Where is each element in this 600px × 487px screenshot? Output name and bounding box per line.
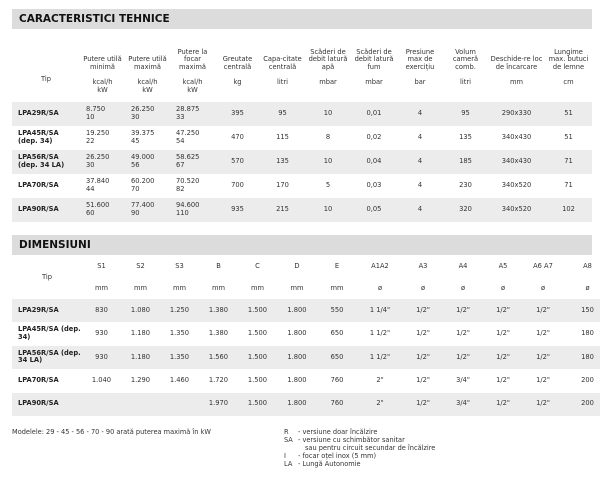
header-row <box>12 256 600 278</box>
data-cell: 1.080 <box>121 299 160 322</box>
column-header: A6 A7 <box>533 262 553 271</box>
data-cell: 1 1/4" <box>357 299 403 322</box>
cell-value: 10 <box>86 113 95 121</box>
legend-line <box>284 460 435 468</box>
data-cell <box>305 150 351 174</box>
tech-table <box>12 31 592 222</box>
legend-text: - versiune cu schimbător sanitar <box>298 436 405 445</box>
table-row <box>12 150 592 174</box>
data-cell: 1/2" <box>523 393 563 416</box>
unit-cell: ø <box>377 283 383 292</box>
data-cell <box>443 150 488 174</box>
data-cell <box>397 174 443 198</box>
column-header: A1A2 <box>371 262 389 271</box>
table-row <box>12 198 592 222</box>
model-name: LPA29R/SA <box>12 299 82 322</box>
cell-value: 4 <box>417 109 423 118</box>
model-name: LPA90R/SA <box>12 198 80 222</box>
cell-value: 30 <box>131 113 140 121</box>
table-row <box>12 346 600 369</box>
data-cell <box>488 150 545 174</box>
model-name: LPA29R/SA <box>12 102 80 126</box>
cell-value: 320 <box>459 205 472 214</box>
cell-value: 70 <box>131 185 140 193</box>
column-header: D <box>294 262 300 271</box>
data-cell: 830 <box>82 299 121 322</box>
cell-value: 470 <box>231 133 244 142</box>
table-row <box>12 393 600 416</box>
cell-value: 77.400 <box>131 201 155 210</box>
unit-line: kcal/h <box>137 78 158 86</box>
data-cell: 1.350 <box>160 346 199 369</box>
unit-cell: mbar <box>319 78 337 86</box>
data-cell: 1.800 <box>277 393 317 416</box>
data-cell <box>545 198 592 222</box>
data-cell: 1.180 <box>130 329 151 338</box>
data-cell: 1.720 <box>208 375 229 384</box>
table-row <box>12 102 592 126</box>
cell-value: 37.840 <box>86 177 110 186</box>
data-cell <box>351 126 397 150</box>
data-cell <box>160 393 199 416</box>
cell-value: 4 <box>417 181 423 190</box>
cell-value: 94.600 <box>176 201 200 210</box>
unit-cell: litri <box>460 78 471 86</box>
unit-line: kW <box>97 85 108 94</box>
cell-value: 935 <box>231 205 244 214</box>
data-cell <box>215 150 260 174</box>
data-cell <box>80 174 125 198</box>
unit-line: kW <box>187 85 198 94</box>
data-cell <box>545 174 592 198</box>
cell-value: 0,03 <box>366 181 382 190</box>
data-cell <box>305 126 351 150</box>
data-cell: 1/2" <box>523 299 563 322</box>
cell-value: 395 <box>231 109 244 118</box>
legend-key: SA <box>284 436 293 445</box>
legend-key: I <box>284 452 286 461</box>
cell-value: 44 <box>86 185 95 193</box>
model-name: LPA70R/SA <box>18 375 59 384</box>
data-cell <box>170 102 215 126</box>
column-header: Putere la focar maximă <box>177 47 208 72</box>
data-cell <box>397 102 443 126</box>
data-cell <box>397 198 443 222</box>
data-cell <box>260 198 305 222</box>
data-cell: 1.380 <box>208 329 229 338</box>
legend-text: - Lungă Autonomie <box>298 460 361 469</box>
column-header: C <box>255 262 260 271</box>
data-cell <box>170 174 215 198</box>
column-header: A3 <box>418 262 428 271</box>
data-cell: 1.500 <box>247 375 268 384</box>
cell-value: 115 <box>276 133 289 142</box>
data-cell: 1/2" <box>403 393 443 416</box>
cell-value: 4 <box>417 205 423 214</box>
cell-value: 0,05 <box>366 205 382 214</box>
data-cell: 2" <box>357 393 403 416</box>
column-header: A5 <box>498 262 508 271</box>
data-cell <box>488 102 545 126</box>
column-header: Presiune max de exercițiu <box>405 47 435 72</box>
unit-cell: ø <box>420 283 426 292</box>
unit-cell <box>80 76 125 102</box>
data-cell <box>125 126 170 150</box>
cell-value: 10 <box>323 109 333 118</box>
data-cell: 930 <box>82 346 121 369</box>
data-cell <box>443 126 488 150</box>
data-cell: 200 <box>581 375 594 384</box>
model-name: LPA70R/SA <box>18 181 59 190</box>
data-cell: 2" <box>376 375 384 384</box>
data-cell <box>215 102 260 126</box>
unit-cell: ø <box>460 283 466 292</box>
cell-value: 95 <box>278 109 287 118</box>
cell-value: 4 <box>417 133 423 142</box>
data-cell <box>488 126 545 150</box>
data-cell: 1/2" <box>536 329 550 338</box>
table-row <box>12 174 592 198</box>
data-cell <box>305 102 351 126</box>
column-header: Putere utilă maximă <box>128 55 167 72</box>
column-header: B <box>216 262 221 271</box>
unit-cell: mm <box>94 283 109 292</box>
data-cell <box>305 198 351 222</box>
unit-cell: mm <box>250 283 265 292</box>
data-cell: 1/2" <box>536 375 550 384</box>
data-cell: 1.380 <box>199 299 238 322</box>
data-cell <box>443 174 488 198</box>
cell-value: 700 <box>231 181 244 190</box>
cell-value: 51 <box>564 109 573 118</box>
data-cell <box>351 102 397 126</box>
model-name: LPA56R/SA (dep. 34 LA) <box>12 346 82 369</box>
data-cell: 180 <box>563 346 600 369</box>
cell-value: 71 <box>564 157 573 166</box>
column-header: Putere utilă minimă <box>83 55 122 72</box>
model-name: LPA90R/SA <box>12 393 82 416</box>
cell-value: 230 <box>459 181 472 190</box>
legend-text: - focar oțel inox (5 mm) <box>298 452 377 461</box>
data-cell: 1/2" <box>416 329 430 338</box>
cell-value: 215 <box>276 205 289 214</box>
data-cell: 1.500 <box>238 299 277 322</box>
data-cell: 180 <box>581 329 594 338</box>
unit-cell: mm <box>290 283 304 292</box>
cell-value: 47.250 <box>176 129 200 138</box>
data-cell <box>82 393 121 416</box>
data-cell <box>351 198 397 222</box>
column-header: Deschide-re loc de încarcare <box>490 55 543 72</box>
unit-cell: mm <box>172 283 187 292</box>
cell-value: 51.600 <box>86 201 110 210</box>
column-header: S2 <box>136 262 145 271</box>
data-cell: 1.290 <box>130 375 151 384</box>
data-cell <box>125 150 170 174</box>
legend-key: R <box>284 428 289 436</box>
cell-value: 0,01 <box>366 109 382 118</box>
data-cell <box>125 174 170 198</box>
section-title-caracteristici: CARACTERISTICI TEHNICE <box>12 9 592 29</box>
column-header: Volum cameră comb. <box>452 47 479 72</box>
cell-value: 56 <box>131 161 140 169</box>
data-cell <box>260 102 305 126</box>
data-cell: 650 <box>317 346 357 369</box>
cell-value: 10 <box>323 205 333 214</box>
data-cell: 1 1/2" <box>369 329 391 338</box>
cell-value: 60 <box>86 209 95 217</box>
cell-value: 60.200 <box>131 177 155 186</box>
column-header: E <box>334 262 340 271</box>
dim-table <box>12 256 600 416</box>
cell-value: 49.000 <box>131 153 155 162</box>
data-cell <box>305 174 351 198</box>
data-cell <box>260 150 305 174</box>
models-note: Modelele: 29 - 45 - 56 - 70 - 90 arată puterea maximă în kW <box>12 428 211 436</box>
cell-value: 340x430 <box>501 157 532 166</box>
data-cell <box>443 102 488 126</box>
data-cell: 650 <box>330 329 344 338</box>
section-title-dimensiuni: DIMENSIUNI <box>12 235 592 255</box>
data-cell: 1.800 <box>277 346 317 369</box>
data-cell: 760 <box>317 393 357 416</box>
unit-cell: mm <box>211 283 226 292</box>
data-cell: 1/2" <box>443 346 483 369</box>
legend-line <box>284 436 435 444</box>
cell-value: 82 <box>176 185 185 193</box>
cell-value: 28.875 <box>176 105 200 114</box>
cell-value: 39.375 <box>131 129 155 138</box>
data-cell: 930 <box>95 329 108 338</box>
data-cell: 1.350 <box>169 329 190 338</box>
cell-value: 19.250 <box>86 129 110 138</box>
data-cell <box>215 198 260 222</box>
data-cell: 1.040 <box>91 375 112 384</box>
data-cell: 1/2" <box>496 375 510 384</box>
cell-value: 45 <box>131 137 140 145</box>
table-row <box>12 126 592 150</box>
data-cell: 1/2" <box>496 329 510 338</box>
unit-cell <box>125 76 170 102</box>
data-cell: 550 <box>317 299 357 322</box>
data-cell: 1.500 <box>238 393 277 416</box>
unit-cell: mbar <box>365 78 383 86</box>
data-cell: 1.560 <box>199 346 238 369</box>
data-cell: 1.180 <box>121 346 160 369</box>
column-header: Lungime max. butuci de lemne <box>548 47 589 72</box>
unit-cell: ø <box>585 283 590 292</box>
cell-value: 26.250 <box>86 153 110 162</box>
cell-value: 90 <box>131 209 140 217</box>
data-cell <box>397 150 443 174</box>
legend-key: LA <box>284 460 293 469</box>
data-cell: 1/2" <box>403 299 443 322</box>
cell-value: 26.250 <box>131 105 155 114</box>
legend-line <box>284 452 435 460</box>
cell-value: 30 <box>86 161 95 169</box>
cell-value: 54 <box>176 137 185 145</box>
unit-cell: litri <box>277 78 288 86</box>
data-cell: 1.250 <box>160 299 199 322</box>
table-row <box>12 369 600 392</box>
cell-value: 51 <box>564 133 573 142</box>
data-cell: 1 1/2" <box>357 346 403 369</box>
cell-value: 340x520 <box>501 205 532 214</box>
cell-value: 102 <box>562 205 575 214</box>
cell-value: 570 <box>231 157 244 166</box>
data-cell <box>121 393 160 416</box>
header-row <box>12 31 592 76</box>
cell-value: 95 <box>461 109 470 118</box>
data-cell <box>215 126 260 150</box>
data-cell: 1.500 <box>238 346 277 369</box>
unit-cell: cm <box>563 78 574 86</box>
column-header: Scăderi de debit latură fum <box>354 47 394 72</box>
model-name: LPA45R/SA (dep. 34) <box>18 129 59 145</box>
data-cell: 760 <box>330 375 344 384</box>
cell-value: 185 <box>459 157 472 166</box>
data-cell <box>170 150 215 174</box>
tip-label: Tip <box>42 272 52 281</box>
unit-row <box>12 278 600 299</box>
data-cell <box>170 126 215 150</box>
data-cell <box>351 150 397 174</box>
cell-value: 8 <box>325 133 331 142</box>
unit-cell: mm <box>330 283 344 292</box>
cell-value: 33 <box>176 113 185 121</box>
cell-value: 340x430 <box>501 133 532 142</box>
data-cell <box>80 198 125 222</box>
legend-line <box>284 444 435 452</box>
column-header: Scăderi de debit latură apă <box>308 47 348 72</box>
data-cell: 1/2" <box>416 375 430 384</box>
model-name: LPA45R/SA (dep. 34) <box>18 325 81 342</box>
data-cell <box>488 198 545 222</box>
data-cell <box>545 150 592 174</box>
column-header: S3 <box>175 262 184 271</box>
cell-value: 22 <box>86 137 95 145</box>
table-row <box>12 299 600 322</box>
cell-value: 0,04 <box>366 157 382 166</box>
data-cell <box>215 174 260 198</box>
data-cell <box>260 174 305 198</box>
data-cell <box>170 198 215 222</box>
unit-line: kW <box>142 85 153 94</box>
cell-value: 8.750 <box>86 105 106 114</box>
data-cell <box>260 126 305 150</box>
data-cell: 1/2" <box>403 346 443 369</box>
data-cell: 1/2" <box>483 299 523 322</box>
data-cell: 3/4" <box>456 375 470 384</box>
data-cell <box>443 198 488 222</box>
data-cell: 3/4" <box>443 393 483 416</box>
data-cell: 1/2" <box>483 346 523 369</box>
cell-value: 67 <box>176 161 185 169</box>
column-header: S1 <box>97 262 106 271</box>
legend-text: - versiune doar încălzire <box>298 428 378 436</box>
data-cell: 1.800 <box>287 375 307 384</box>
unit-cell: mm <box>133 283 148 292</box>
cell-value: 4 <box>417 157 423 166</box>
cell-value: 70.520 <box>176 177 200 186</box>
data-cell: 150 <box>563 299 600 322</box>
unit-cell: bar <box>414 78 426 86</box>
data-cell: 200 <box>563 393 600 416</box>
legend <box>284 428 435 468</box>
unit-cell: mm <box>509 78 524 86</box>
unit-cell: ø <box>540 283 546 292</box>
cell-value: 5 <box>325 181 331 190</box>
cell-value: 0,02 <box>366 133 382 142</box>
unit-line: kcal/h <box>182 78 203 86</box>
cell-value: 10 <box>323 157 333 166</box>
legend-key <box>284 444 298 452</box>
unit-cell: ø <box>500 283 506 292</box>
cell-value: 110 <box>176 209 189 217</box>
unit-line: kcal/h <box>92 78 113 86</box>
cell-value: 340x520 <box>501 181 532 190</box>
data-cell <box>80 102 125 126</box>
tip-label: Tip <box>41 75 51 84</box>
data-cell: 1.800 <box>277 299 317 322</box>
data-cell: 1/2" <box>483 393 523 416</box>
unit-cell <box>170 76 215 102</box>
cell-value: 71 <box>564 181 573 190</box>
cell-value: 135 <box>459 133 472 142</box>
data-cell <box>488 174 545 198</box>
cell-value: 290x330 <box>501 109 532 118</box>
data-cell <box>397 126 443 150</box>
column-header: A4 <box>458 262 468 271</box>
column-header: Capa-citate centrală <box>263 55 302 72</box>
data-cell: 1.460 <box>169 375 190 384</box>
data-cell: 1/2" <box>456 329 470 338</box>
data-cell <box>125 198 170 222</box>
data-cell <box>351 174 397 198</box>
data-cell <box>545 126 592 150</box>
model-name: LPA56R/SA (dep. 34 LA) <box>12 150 80 174</box>
unit-cell: kg <box>233 78 242 86</box>
legend-line <box>284 428 435 436</box>
data-cell <box>80 150 125 174</box>
data-cell: 1.500 <box>247 329 268 338</box>
data-cell: 1.800 <box>287 329 307 338</box>
legend-text: sau pentru circuit secundar de încălzire <box>305 444 436 453</box>
data-cell: 1.970 <box>199 393 238 416</box>
cell-value: 58.625 <box>176 153 200 162</box>
unit-row <box>12 76 592 102</box>
data-cell <box>545 102 592 126</box>
column-header: Greutate centrală <box>222 55 253 72</box>
cell-value: 170 <box>276 181 289 190</box>
cell-value: 135 <box>276 157 289 166</box>
column-header: A8 <box>583 262 592 271</box>
data-cell <box>125 102 170 126</box>
data-cell <box>80 126 125 150</box>
data-cell: 1/2" <box>443 299 483 322</box>
table-row <box>12 322 600 345</box>
data-cell: 1/2" <box>523 346 563 369</box>
